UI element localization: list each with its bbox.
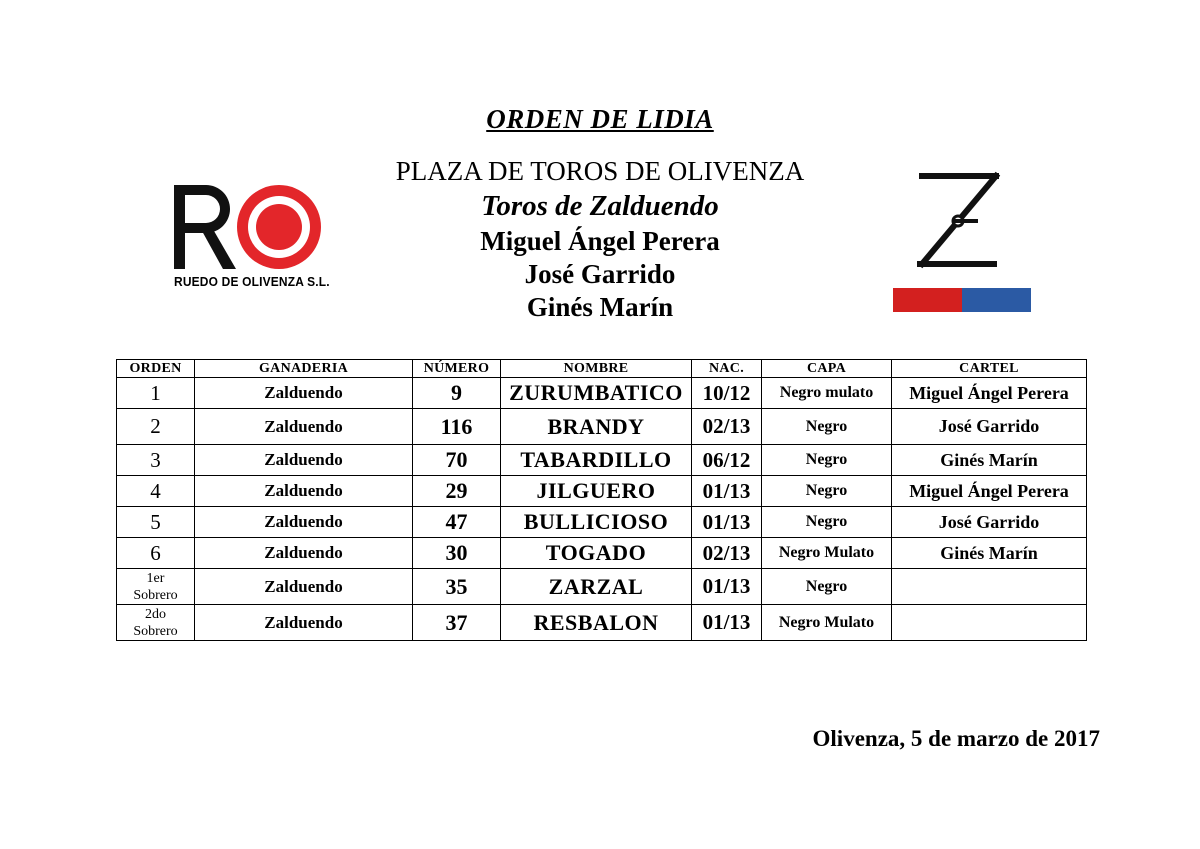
cell-capa: Negro Mulato [762, 538, 892, 569]
cell-capa: Negro mulato [762, 378, 892, 409]
table-row [117, 605, 1087, 641]
cell-orden: 4 [117, 476, 195, 507]
cell-nombre: BULLICIOSO [501, 507, 692, 538]
header-cartel: CARTEL [892, 360, 1087, 378]
table-row [117, 378, 1087, 409]
cell-ganaderia: Zalduendo [195, 605, 413, 641]
document-title: ORDEN DE LIDIA [486, 104, 714, 134]
sobrero-ordinal: 2do [145, 606, 166, 622]
logo-target-o [237, 185, 321, 269]
cell-ganaderia: Zalduendo [195, 476, 413, 507]
torero-2: José Garrido [524, 259, 676, 289]
table-header-row [117, 360, 1087, 378]
cell-capa: Negro [762, 569, 892, 605]
sobrero-ordinal: 1er [146, 570, 165, 586]
header-capa: CAPA [762, 360, 892, 378]
cell-ganaderia: Zalduendo [195, 445, 413, 476]
cell-cartel: Miguel Ángel Perera [892, 378, 1087, 409]
cell-capa: Negro Mulato [762, 605, 892, 641]
zalduendo-logo [892, 168, 1032, 314]
cell-ganaderia: Zalduendo [195, 378, 413, 409]
orden-lidia-table [116, 359, 1087, 641]
cell-nac: 10/12 [692, 378, 762, 409]
table-row [117, 569, 1087, 605]
cell-nac: 01/13 [692, 605, 762, 641]
cell-orden: 2 [117, 409, 195, 445]
cell-capa: Negro [762, 409, 892, 445]
sobrero-label: Sobrero [133, 587, 178, 603]
cell-orden: 3 [117, 445, 195, 476]
cell-numero: 29 [413, 476, 501, 507]
header-nombre: NOMBRE [501, 360, 692, 378]
cell-ganaderia: Zalduendo [195, 409, 413, 445]
cell-cartel [892, 605, 1087, 641]
cell-orden: 6 [117, 538, 195, 569]
cell-nac: 02/13 [692, 409, 762, 445]
cell-numero: 9 [413, 378, 501, 409]
torero-3: Ginés Marín [526, 292, 674, 322]
cell-orden [117, 569, 195, 605]
header-ganaderia: GANADERIA [195, 360, 413, 378]
table-row [117, 476, 1087, 507]
cell-numero: 116 [413, 409, 501, 445]
cell-nac: 01/13 [692, 569, 762, 605]
place-date: Olivenza, 5 de marzo de 2017 [812, 726, 1100, 751]
table-row [117, 538, 1087, 569]
cell-cartel: Ginés Marín [892, 445, 1087, 476]
cell-cartel: Miguel Ángel Perera [892, 476, 1087, 507]
cell-cartel: José Garrido [892, 409, 1087, 445]
header-numero: NÚMERO [413, 360, 501, 378]
cell-cartel [892, 569, 1087, 605]
sobrero-label: Sobrero [133, 623, 178, 639]
cell-nombre: ZARZAL [501, 569, 692, 605]
cell-nac: 01/13 [692, 476, 762, 507]
cell-numero: 47 [413, 507, 501, 538]
venue-name: PLAZA DE TOROS DE OLIVENZA [395, 156, 805, 186]
cell-nac: 06/12 [692, 445, 762, 476]
table-row [117, 507, 1087, 538]
cell-nombre: ZURUMBATICO [501, 378, 692, 409]
cell-nombre: JILGUERO [501, 476, 692, 507]
header-nac: NAC. [692, 360, 762, 378]
cell-ganaderia: Zalduendo [195, 507, 413, 538]
cell-capa: Negro [762, 476, 892, 507]
cell-nombre: TOGADO [501, 538, 692, 569]
cell-ganaderia: Zalduendo [195, 569, 413, 605]
ganaderia-title: Toros de Zalduendo [481, 190, 719, 222]
torero-1: Miguel Ángel Perera [480, 226, 720, 256]
cell-nombre: BRANDY [501, 409, 692, 445]
logo-stripe-red [893, 288, 962, 312]
cell-capa: Negro [762, 445, 892, 476]
logo-stripe-blue [962, 288, 1031, 312]
cell-cartel: José Garrido [892, 507, 1087, 538]
cell-numero: 37 [413, 605, 501, 641]
table-row [117, 445, 1087, 476]
cell-orden [117, 605, 195, 641]
cell-nac: 01/13 [692, 507, 762, 538]
logo-letter-r [174, 185, 236, 269]
cell-capa: Negro [762, 507, 892, 538]
cell-numero: 30 [413, 538, 501, 569]
cell-numero: 70 [413, 445, 501, 476]
table-row [117, 409, 1087, 445]
logo-caption: RUEDO DE OLIVENZA S.L. [174, 274, 330, 289]
cell-nac: 02/13 [692, 538, 762, 569]
cell-nombre: RESBALON [501, 605, 692, 641]
header-orden: ORDEN [117, 360, 195, 378]
cell-orden: 5 [117, 507, 195, 538]
cell-cartel: Ginés Marín [892, 538, 1087, 569]
cell-orden: 1 [117, 378, 195, 409]
cell-ganaderia: Zalduendo [195, 538, 413, 569]
cell-nombre: TABARDILLO [501, 445, 692, 476]
cell-numero: 35 [413, 569, 501, 605]
